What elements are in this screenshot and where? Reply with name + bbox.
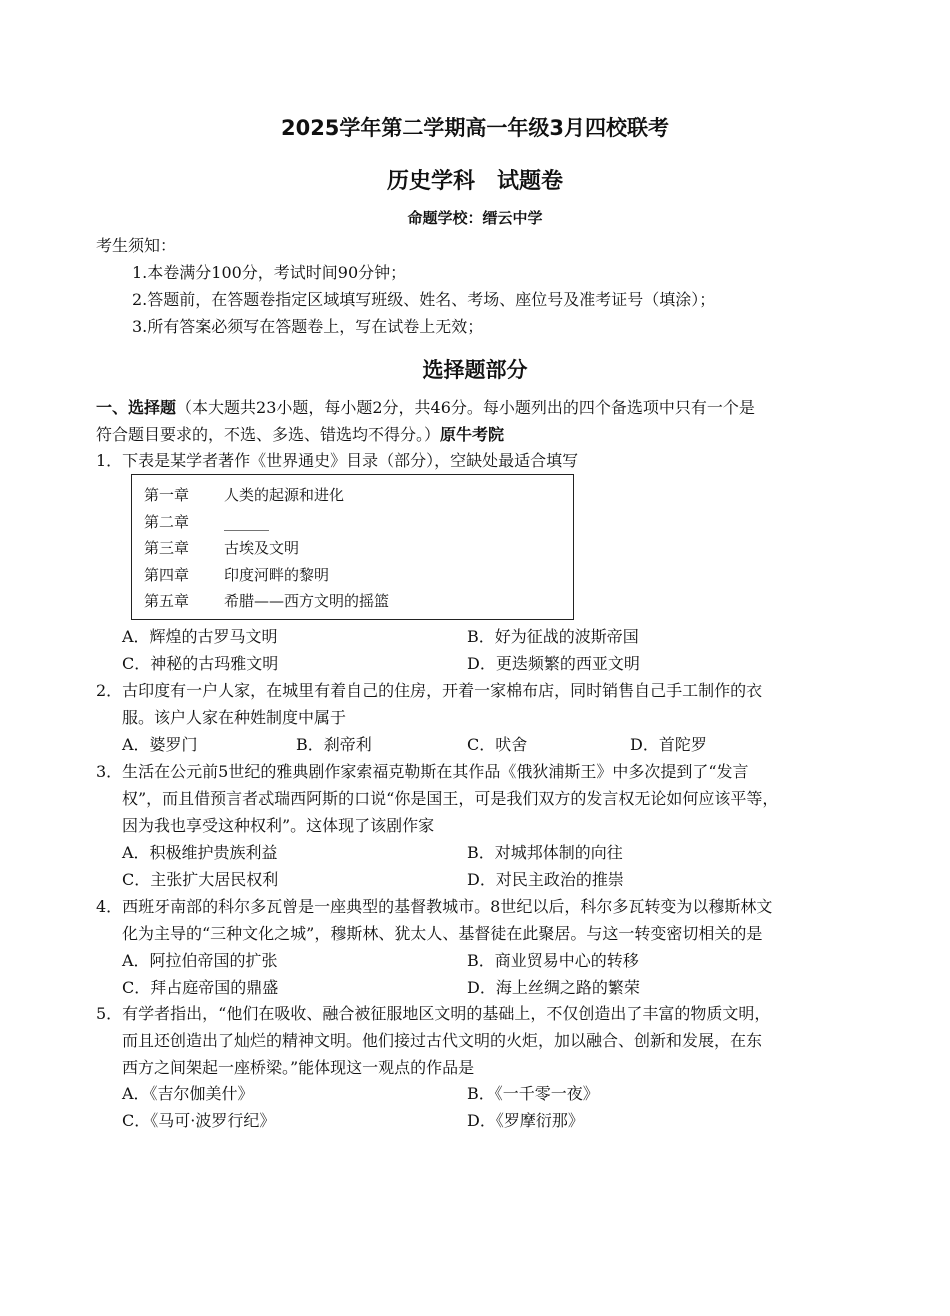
toc-chapter: 第二章: [144, 513, 190, 531]
q1-stem: 1．下表是某学者著作《世界通史》目录（部分），空缺处最适合填写: [96, 451, 579, 470]
q3-option-c: C．主张扩大居民权利: [122, 870, 279, 889]
toc-row: [144, 539, 299, 557]
toc-row: [144, 513, 269, 531]
q2-option-d: D．首陀罗: [630, 735, 707, 754]
notice-item: 1.本卷满分100分，考试时间90分钟；: [132, 263, 407, 282]
q3-option-b: B．对城邦体制的向往: [467, 843, 623, 862]
q2-stem-line1: 2．古印度有一户人家，在城里有着自己的住房，开着一家棉布店，同时销售自己手工制作的衣: [96, 681, 763, 700]
notice-item: 3.所有答案必须写在答题卷上，写在试卷上无效；: [132, 317, 484, 336]
q5-stem-line1: 5．有学者指出，“他们在吸收、融合被征服地区文明的基础上，不仅创造出了丰富的物质文明，: [96, 1004, 771, 1023]
part1-intro-line2: [96, 425, 504, 445]
q4-option-d: D．海上丝绸之路的繁荣: [467, 978, 640, 997]
toc-chapter-title: 希腊——西方文明的摇篮: [224, 592, 390, 610]
part1-desc-line2: 符合题目要求的，不选、多选、错选均不得分。）: [96, 425, 441, 444]
watermark-text: 原牛考院: [440, 425, 505, 444]
q2-stem-line2: 服。该户人家在种姓制度中属于: [122, 708, 347, 727]
q1-option-d: D．更迭频繁的西亚文明: [467, 654, 640, 673]
subject-title: 历史学科 试题卷: [386, 169, 563, 194]
section-title: 选择题部分: [422, 358, 528, 382]
q3-stem-line1: 3．生活在公元前5世纪的雅典剧作家索福克勒斯在其作品《俄狄浦斯王》中多次提到了“发言: [96, 762, 749, 781]
toc-row: [144, 486, 344, 504]
toc-chapter: 第一章: [144, 486, 190, 504]
q4-stem-line1: 4．西班牙南部的科尔多瓦曾是一座典型的基督教城市。8世纪以后，科尔多瓦转变为以穆斯林文: [96, 897, 773, 916]
q3-stem-line3: 因为我也享受这种权利”。这体现了该剧作家: [122, 816, 435, 835]
notice-heading: 考生须知：: [96, 236, 177, 255]
q3-stem-line2: 权”，而且借预言者忒瑞西阿斯的口说“你是国王，可是我们双方的发言权无论如何应该平等，: [122, 789, 779, 808]
toc-chapter-title: 人类的起源和进化: [224, 486, 345, 504]
q2-option-b: B．刹帝利: [296, 735, 372, 754]
q5-option-b: B．《一千零一夜》: [467, 1084, 599, 1103]
q4-stem-line2: 化为主导的“三种文化之城”，穆斯林、犹太人、基督徒在此聚居。与这一转变密切相关的是: [122, 924, 763, 943]
q5-stem-line3: 西方之间架起一座桥梁。”能体现这一观点的作品是: [122, 1058, 475, 1077]
setter-school: 命题学校：缙云中学: [407, 209, 543, 227]
exam-title: 2025学年第二学期高一年级3月四校联考: [280, 116, 670, 140]
q4-option-a: A．阿拉伯帝国的扩张: [122, 951, 278, 970]
toc-chapter-title: ______: [224, 513, 269, 531]
toc-row: [144, 592, 389, 610]
q4-option-c: C．拜占庭帝国的鼎盛: [122, 978, 279, 997]
q5-stem-line2: 而且还创造出了灿烂的精神文明。他们接过古代文明的火炬，加以融合、创新和发展，在东: [122, 1031, 763, 1050]
toc-chapter-title: 古埃及文明: [224, 539, 300, 557]
q5-option-d: D．《罗摩衍那》: [467, 1111, 584, 1130]
q1-option-b: B．好为征战的波斯帝国: [467, 627, 639, 646]
part1-intro: [96, 398, 755, 418]
q2-option-a: A．婆罗门: [122, 735, 198, 754]
q5-option-c: C．《马可·波罗行纪》: [122, 1111, 276, 1130]
notice-item: 2.答题前，在答题卷指定区域填写班级、姓名、考场、座位号及准考证号（填涂）；: [132, 290, 716, 309]
toc-row: [144, 566, 329, 584]
q5-option-a: A．《吉尔伽美什》: [122, 1084, 254, 1103]
q3-option-d: D．对民主政治的推崇: [467, 870, 624, 889]
toc-chapter-title: 印度河畔的黎明: [224, 566, 330, 584]
q4-option-b: B．商业贸易中心的转移: [467, 951, 639, 970]
toc-chapter: 第四章: [144, 566, 190, 584]
part1-desc-line1: （本大题共23小题，每小题2分，共46分。每小题列出的四个备选项中只有一个是: [176, 398, 755, 417]
q3-option-a: A．积极维护贵族利益: [122, 843, 278, 862]
part1-label: 一、选择题: [96, 398, 177, 417]
q1-toc-table: [131, 474, 574, 620]
toc-chapter: 第五章: [144, 592, 190, 610]
q2-option-c: C．吠舍: [467, 735, 528, 754]
q1-option-a: A．辉煌的古罗马文明: [122, 627, 278, 646]
q1-option-c: C．神秘的古玛雅文明: [122, 654, 279, 673]
toc-chapter: 第三章: [144, 539, 190, 557]
